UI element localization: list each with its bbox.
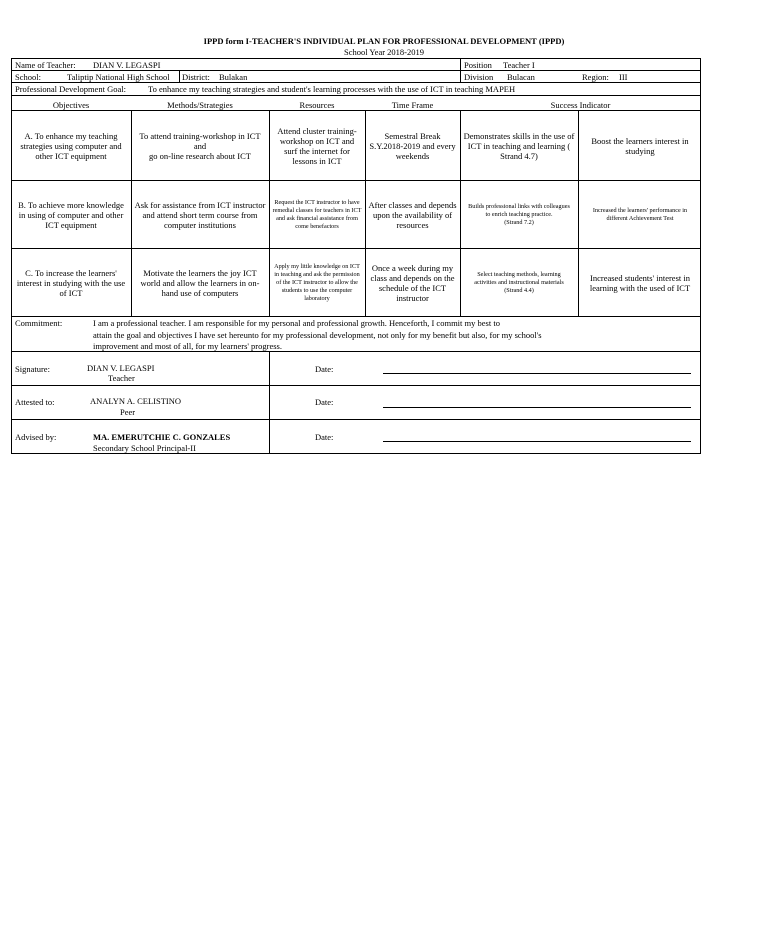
method-cell <box>134 111 266 180</box>
signature-name: DIAN V. LEGASPI <box>87 363 155 373</box>
goal-label: Professional Development Goal: <box>15 84 126 94</box>
time-frame-cell: After classes and depends upon the availability of resources <box>368 199 457 230</box>
indicator-cell: Increased the learners' performance in different Achievement Test <box>592 206 688 222</box>
header-time-frame: Time Frame <box>391 100 434 110</box>
objective-cell: A. To enhance my teaching strategies using computer and other ICT equipment <box>20 130 122 161</box>
resources-cell: Request the ICT instructor to have remedial classes for teachers in ICT and ask financial assistance from come benefactors <box>272 198 362 230</box>
school-value: Taliptip National High School <box>67 72 170 82</box>
commitment-text <box>93 318 553 353</box>
attested-name: ANALYN A. CELISTINO <box>90 396 181 406</box>
date-label: Date: <box>315 364 334 374</box>
indicator-cell: Select teaching methods, learning activities and instructional materials (Strand 4.4) <box>474 270 564 294</box>
indicator-cell: Boost the learners interest in studying <box>591 135 689 156</box>
indicator-cell: Demonstrates skills in the use of ICT in teaching and learning ( Strand 4.7) <box>463 130 575 161</box>
name-label: Name of Teacher: <box>15 60 76 70</box>
school-year: School Year 2018-2019 <box>343 47 425 57</box>
header-methods: Methods/Strategies <box>167 100 233 110</box>
indicator-cell <box>466 181 572 248</box>
form-title: IPPD form I-TEACHER'S INDIVIDUAL PLAN FOR PROFESSIONAL DEVELOPMENT (IPPD) <box>203 36 565 46</box>
signature-label: Signature: <box>15 364 50 374</box>
division-value: Bulacan <box>507 72 535 82</box>
date-line <box>383 441 691 442</box>
commitment-line: improvement and most of all, for my learners' progress. <box>93 341 282 351</box>
commitment-line: I am a professional teacher. I am responsible for my personal and professional growth. Henceforth, I commit my best to <box>93 318 500 328</box>
commitment-line: attain the goal and objectives I have set hereunto for my professional development, not only for my benefit but also, for my school's <box>93 329 542 340</box>
rule <box>365 110 366 316</box>
attested-role: Peer <box>120 407 136 417</box>
indicator-cell: Increased students' interest in learning with the used of ICT <box>589 272 691 293</box>
region-label: Region: <box>582 72 609 82</box>
indicator-line: (Strand 7.2) <box>504 218 534 226</box>
rule <box>11 419 701 420</box>
commitment-label: Commitment: <box>15 318 63 328</box>
attested-label: Attested to: <box>15 397 55 407</box>
advised-name: MA. EMERUTCHIE C. GONZALES <box>93 432 231 442</box>
rule <box>460 110 461 316</box>
division-label: Division <box>464 72 494 82</box>
rule <box>11 385 701 386</box>
position-label: Position <box>464 60 492 70</box>
method-line: and <box>193 140 207 151</box>
signature-role: Teacher <box>108 373 135 383</box>
header-resources: Resources <box>299 100 335 110</box>
goal-value: To enhance my teaching strategies and student's learning processes with the use of ICT in teaching MAPEH <box>148 84 516 94</box>
time-frame-cell: Once a week during my class and depends on the schedule of the ICT instructor <box>370 262 455 303</box>
rule <box>269 110 270 316</box>
date-line <box>383 373 691 374</box>
region-value: III <box>619 72 628 82</box>
school-label: School: <box>15 72 41 82</box>
rule <box>11 316 701 317</box>
objective-cell: C. To increase the learners' interest in studying with the use of ICT <box>16 267 126 298</box>
rule <box>179 70 180 82</box>
method-line: To attend training-workshop in ICT <box>139 130 261 141</box>
district-value: Bulakan <box>219 72 248 82</box>
method-line: go on-line research about ICT <box>149 150 251 161</box>
objective-cell: B. To achieve more knowledge in using of computer and other ICT equipment <box>18 199 124 230</box>
indicator-line: Builds professional links with colleagues to enrich teaching practice. <box>468 202 570 218</box>
resources-cell: Apply my little knowledge on ICT in teaching and ask the permission of the ICT instructor to allow the students to use the computer laboratory <box>274 262 360 302</box>
rule <box>578 110 579 316</box>
district-label: District: <box>182 72 210 82</box>
header-objectives: Objectives <box>52 100 90 110</box>
name-value: DIAN V. LEGASPI <box>93 60 161 70</box>
rule <box>269 351 270 454</box>
date-label: Date: <box>315 397 334 407</box>
date-label: Date: <box>315 432 334 442</box>
rule <box>11 70 701 71</box>
rule <box>11 82 701 83</box>
rule <box>131 110 132 316</box>
date-line <box>383 407 691 408</box>
rule <box>460 58 461 82</box>
method-cell: Motivate the learners the joy ICT world and allow the learners in on-hand use of computers <box>140 267 260 298</box>
time-frame-cell: Semestral Break S.Y.2018-2019 and every weekends <box>369 130 456 161</box>
position-value: Teacher I <box>503 60 535 70</box>
header-success-indicator: Success Indicator <box>550 100 611 110</box>
rule <box>11 95 701 96</box>
advised-role: Secondary School Principal-II <box>93 443 196 453</box>
advised-label: Advised by: <box>15 432 57 442</box>
resources-cell: Attend cluster training-workshop on ICT and surf the internet for lessons in ICT <box>277 125 357 166</box>
method-cell: Ask for assistance from ICT instructor and attend short term course from computer institutions <box>134 199 266 230</box>
